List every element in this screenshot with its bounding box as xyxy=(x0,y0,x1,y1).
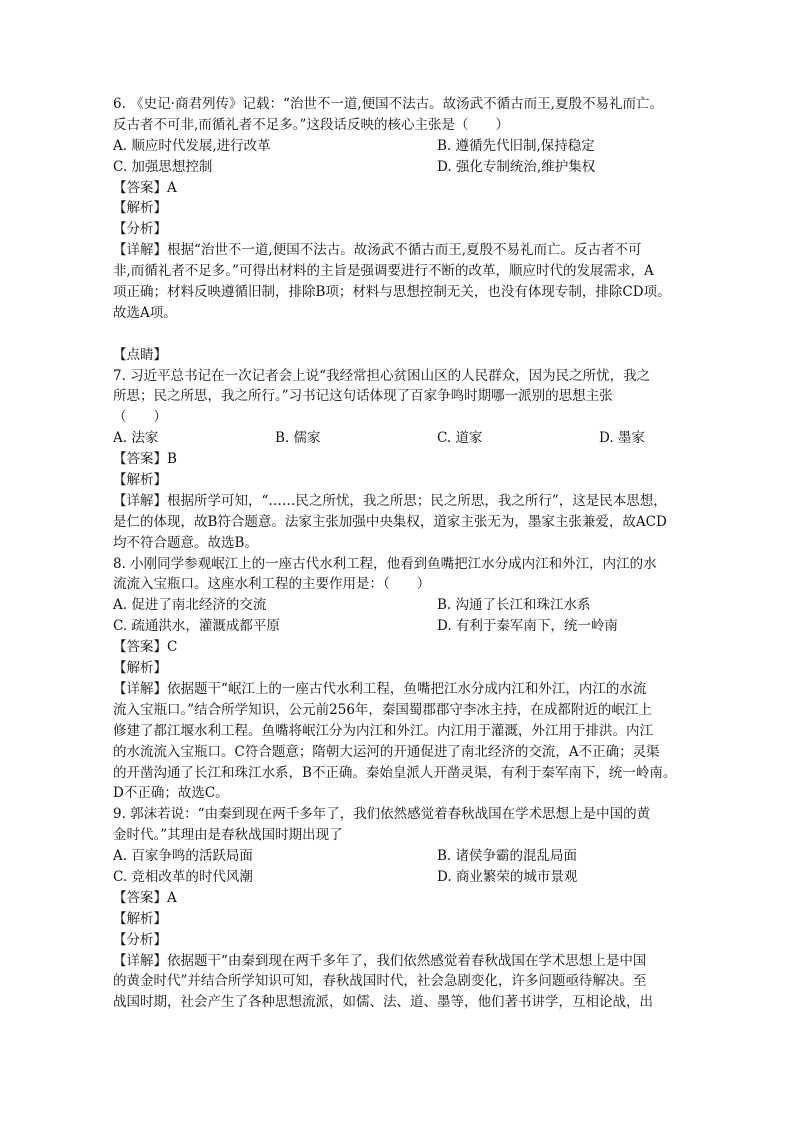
options-row xyxy=(113,595,683,616)
dianjing-label: 【点睛】 xyxy=(113,346,167,363)
detail-line: 的黄金时代”并结合所学知识可知，春秋战国时代，社会急剧变化，许多问题亟待解决。至 xyxy=(113,973,647,990)
options-row xyxy=(113,428,683,449)
detail-line: 是仁的体现，故B符合题意。法家主张加强中央集权，道家主张无为，墨家主张兼爱，故ACD xyxy=(113,513,667,530)
detail-line: 流入宝瓶口。”结合所学知识，公元前256年，秦国蜀郡郡守李冰主持，在成都附近的岷江上 xyxy=(113,701,652,718)
detail-line: 的水流流入宝瓶口。C符合题意；隋朝大运河的开通促进了南北经济的交流，A不正确；灵渠 xyxy=(113,743,660,760)
option-a: A. 法家 xyxy=(113,430,159,447)
question-stem-line: 反古者不可非,而循礼者不足多。”这段话反映的核心主张是（ ） xyxy=(113,116,509,133)
detail-line: 【详解】根据“治世不一道,便国不法古。故汤武不循古而王,夏殷不易礼而亡。反古者不可 xyxy=(113,242,642,259)
question-stem-line: 所思；民之所思，我之所行。”习书记这句话体现了百家争鸣时期哪一派别的思想主张 xyxy=(113,388,613,405)
detail-line: 【详解】根据所学可知，“……民之所忧，我之所思；民之所思，我之所行”，这是民本思想， xyxy=(113,492,667,509)
option-d: D. 商业繁荣的城市景观 xyxy=(437,868,578,885)
question-stem-line: （ ） xyxy=(113,409,167,426)
option-c: C. 加强思想控制 xyxy=(113,158,213,175)
answer-label: 【答案】A xyxy=(113,889,177,906)
option-b: B. 儒家 xyxy=(275,430,321,447)
option-c: C. 竞相改革的时代风潮 xyxy=(113,868,253,885)
question-stem-line: 6. 《史记·商君列传》记载：“治世不一道,便国不法古。故汤武不循古而王,夏殷不易礼而亡。 xyxy=(113,96,663,112)
question-9 xyxy=(113,804,683,1013)
option-c: C. 疏通洪水，灌溉成都平原 xyxy=(113,618,280,635)
detail-line: 故选A项。 xyxy=(113,304,177,321)
option-d: D. 强化专制统治,维护集权 xyxy=(437,158,596,175)
option-d: D. 有利于秦军南下，统一岭南 xyxy=(437,618,618,635)
option-b: B. 诸侯争霸的混乱局面 xyxy=(437,848,578,865)
question-stem-line: 7. 习近平总书记在一次记者会上说“我经常担心贫困山区的人民群众，因为民之所忧，我之 xyxy=(113,367,651,384)
option-c: C. 道家 xyxy=(437,430,483,447)
question-6 xyxy=(113,94,683,366)
fenxi-label: 【分析】 xyxy=(113,931,167,948)
analysis-label: 【解析】 xyxy=(113,910,167,927)
analysis-label: 【解析】 xyxy=(113,660,167,677)
option-a: A. 顺应时代发展,进行改革 xyxy=(113,137,271,154)
analysis-label: 【解析】 xyxy=(113,200,167,217)
detail-line: 非,而循礼者不足多。”可得出材料的主旨是强调要进行不断的改革，顺应时代的发展需求，A xyxy=(113,263,654,280)
detail-line: 【详解】依据题干“岷江上的一座古代水利工程，鱼嘴把江水分成内江和外江，内江的水流 xyxy=(113,680,647,697)
detail-line: D不正确；故选C。 xyxy=(113,785,229,802)
option-d: D. 墨家 xyxy=(599,430,645,447)
question-7 xyxy=(113,366,683,554)
detail-line: 【详解】依据题干“由秦到现在两千多年了，我们依然感觉着春秋战国在学术思想上是中国 xyxy=(113,952,647,969)
options-row xyxy=(113,867,683,888)
option-b: B. 沟通了长江和珠江水系 xyxy=(437,597,591,614)
answer-label: 【答案】A xyxy=(113,179,177,196)
blank-line xyxy=(113,324,683,345)
answer-label: 【答案】B xyxy=(113,451,177,468)
detail-line: 修建了都江堰水利工程。鱼嘴将岷江分为内江和外江。内江用于灌溉，外江用于排洪。内江 xyxy=(113,722,653,739)
fenxi-label: 【分析】 xyxy=(113,221,167,238)
question-stem-line: 金时代。”其理由是春秋战国时期出现了 xyxy=(113,827,343,844)
option-a: A. 百家争鸣的活跃局面 xyxy=(113,848,253,865)
options-row xyxy=(113,136,683,157)
question-stem-line: 流流入宝瓶口。这座水利工程的主要作用是：（ ） xyxy=(113,576,431,593)
detail-line: 战国时期，社会产生了各种思想流派，如儒、法、道、墨等，他们著书讲学，互相论战，出 xyxy=(113,994,653,1011)
detail-line: 项正确；材料反映遵循旧制，排除B项；材料与思想控制无关，也没有体现专制，排除CD项。 xyxy=(113,284,671,301)
detail-line: 均不符合题意。故选B。 xyxy=(113,534,258,551)
analysis-label: 【解析】 xyxy=(113,472,167,489)
detail-line: 的开凿沟通了长江和珠江水系，B不正确。秦始皇派人开凿灵渠，有利于秦军南下，统一岭南。 xyxy=(113,764,677,781)
question-8 xyxy=(113,554,683,805)
option-b: B. 遵循先代旧制,保持稳定 xyxy=(437,137,595,154)
question-stem-line: 8. 小刚同学参观岷江上的一座古代水利工程，他看到鱼嘴把江水分成内江和外江，内江的水 xyxy=(113,555,657,572)
options-row xyxy=(113,616,683,637)
options-row xyxy=(113,846,683,867)
page-content xyxy=(113,94,683,1013)
answer-label: 【答案】C xyxy=(113,639,178,656)
question-stem-line: 9. 郭沫若说：“由秦到现在两千多年了，我们依然感觉着春秋战国在学术思想上是中国的黄 xyxy=(113,806,651,823)
option-a: A. 促进了南北经济的交流 xyxy=(113,597,267,614)
options-row xyxy=(113,157,683,178)
